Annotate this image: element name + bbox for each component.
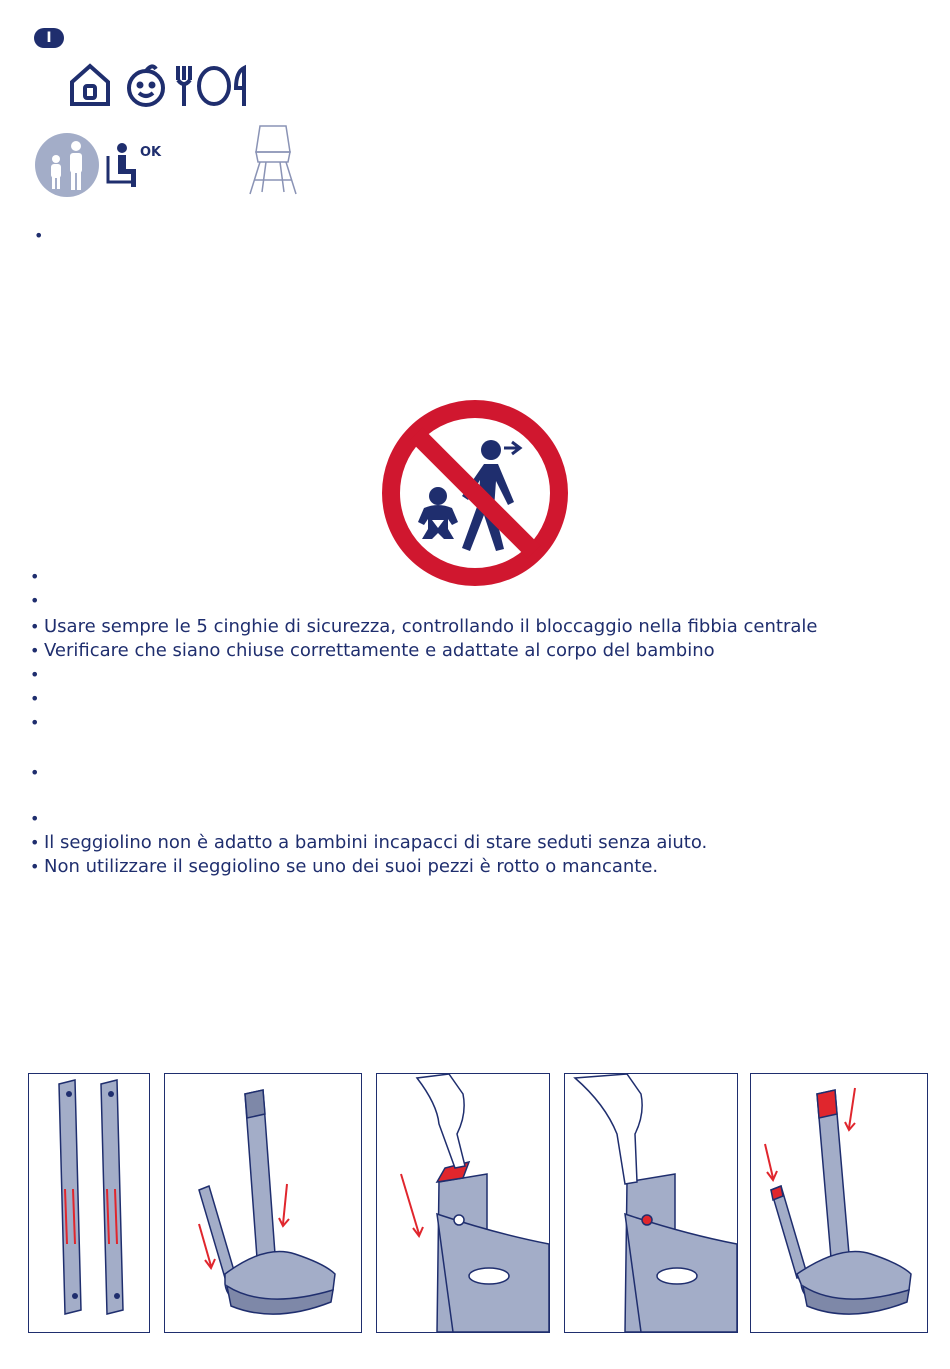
list-item: • — [30, 567, 40, 586]
seated-person-icon — [104, 142, 144, 192]
list-item: • Il seggiolino non è adatto a bambini incapacci di stare seduti senza aiuto. — [30, 832, 708, 853]
list-item: • — [30, 713, 40, 732]
fork-icon — [178, 66, 190, 106]
leg-bar-right — [101, 1080, 123, 1314]
ok-label: OK — [140, 145, 162, 160]
list-item: • Verificare che siano chiuse correttamente e adattate al corpo del bambino — [30, 640, 715, 661]
home-icon — [72, 66, 108, 104]
legs-panel — [28, 1073, 150, 1333]
list-item: • Non utilizzare il seggiolino se uno dei suoi pezzi è rotto o mancante. — [30, 856, 659, 877]
usage-icons-row — [66, 60, 256, 110]
list-item: • — [30, 689, 40, 708]
no-leaving-child-unattended-icon — [380, 398, 570, 588]
leg-bar-left — [59, 1080, 81, 1314]
baby-face-icon — [129, 66, 163, 105]
list-item: • — [30, 763, 40, 782]
highchair-icon — [246, 122, 300, 196]
list-item: • — [30, 809, 40, 828]
knife-icon — [236, 68, 244, 106]
list-item: • — [30, 591, 40, 610]
bullet-mark: • — [34, 226, 44, 245]
list-item: • — [30, 665, 40, 684]
language-badge: I — [34, 28, 64, 48]
adult-child-icon — [34, 132, 100, 198]
button-locked-panel — [564, 1073, 738, 1333]
plate-icon — [199, 68, 229, 104]
list-item: • Usare sempre le 5 cinghie di sicurezza, controllando il bloccaggio nella fibbia centrale — [30, 616, 818, 637]
legs-assembled-panel — [750, 1073, 928, 1333]
insert-legs-panel — [164, 1073, 362, 1333]
press-button-panel — [376, 1073, 550, 1333]
